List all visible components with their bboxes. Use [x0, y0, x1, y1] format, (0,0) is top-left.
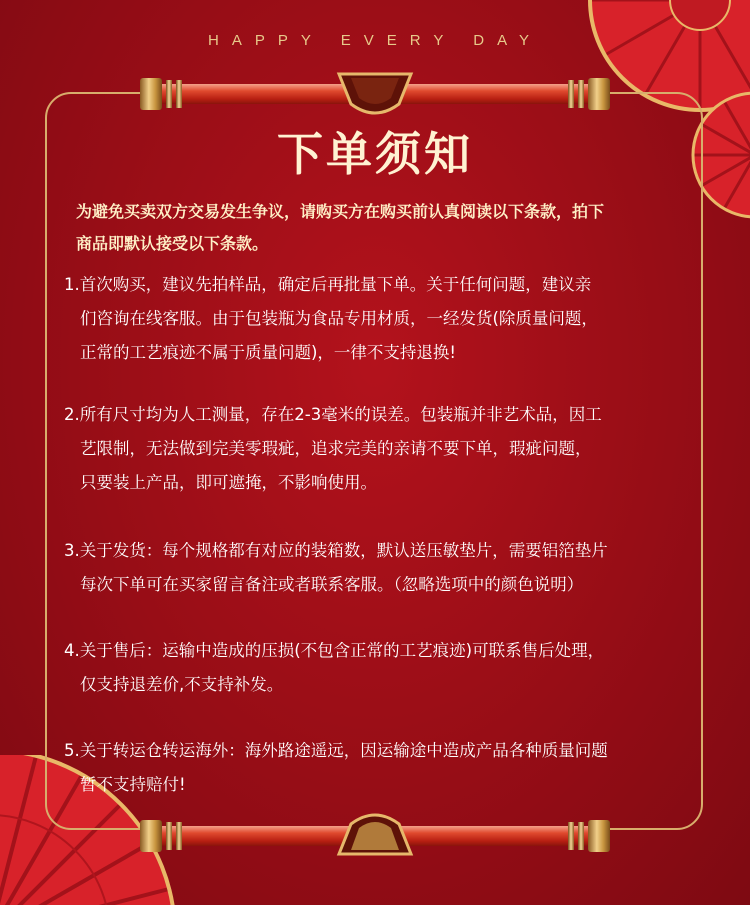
term-line: 仅支持退差价,不支持补发。: [80, 675, 284, 694]
scroll-rod-top: [140, 74, 610, 114]
intro-line: 为避免买卖双方交易发生争议，请购买方在购买前认真阅读以下条款，拍下: [76, 202, 605, 221]
intro-text: [76, 196, 686, 260]
term-4: [64, 634, 704, 702]
term-line: 们咨询在线客服。由于包装瓶为食品专用材质，一经发货(除质量问题，: [80, 309, 598, 328]
term-line: 暂不支持赔付!: [80, 775, 186, 794]
term-5: [64, 734, 704, 802]
term-line: 5.关于转运仓转运海外：海外路途遥远，因运输途中造成产品各种质量问题: [64, 741, 608, 760]
term-line: 1.首次购买，建议先拍样品，确定后再批量下单。关于任何问题，建议亲: [64, 275, 592, 294]
intro-line: 商品即默认接受以下条款。: [76, 234, 269, 253]
tagline: HAPPY EVERY DAY: [208, 32, 542, 49]
term-2: [64, 398, 704, 500]
lattice-ornament-icon: [335, 806, 415, 858]
term-line: 只要装上产品，即可遮掩，不影响使用。: [80, 473, 377, 492]
term-line: 3.关于发货：每个规格都有对应的装箱数，默认送压敏垫片，需要铝箔垫片: [64, 541, 608, 560]
page-title: 下单须知: [277, 127, 473, 181]
term-1: [64, 268, 704, 370]
term-line: 正常的工艺痕迹不属于质量问题)，一律不支持退换!: [80, 343, 457, 362]
scroll-rod-bottom: [140, 816, 610, 856]
term-line: 艺限制，无法做到完美零瑕疵，追求完美的亲请不要下单，瑕疵问题，: [80, 439, 592, 458]
term-3: [64, 534, 704, 602]
term-line: 每次下单可在买家留言备注或者联系客服。（忽略选项中的颜色说明）: [80, 575, 584, 594]
term-line: 4.关于售后：运输中造成的压损(不包含正常的工艺痕迹)可联系售后处理，: [64, 641, 605, 660]
lattice-ornament-icon: [335, 70, 415, 118]
term-line: 2.所有尺寸均为人工测量，存在2-3毫米的误差。包装瓶并非艺术品，因工: [64, 405, 602, 424]
